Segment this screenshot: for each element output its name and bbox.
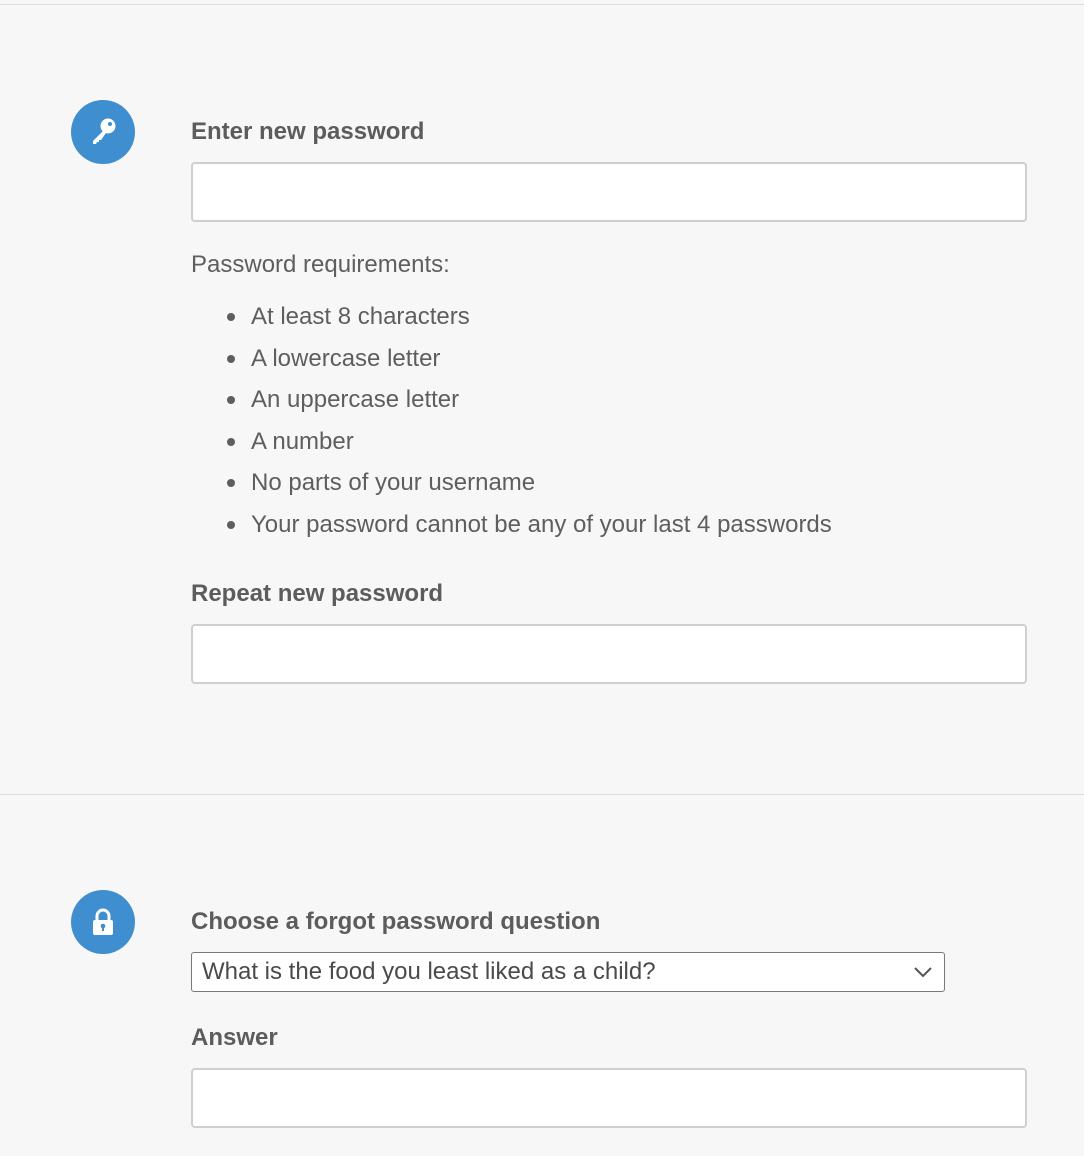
lock-icon <box>71 890 135 954</box>
bullet-icon <box>227 396 235 404</box>
requirement-text: Your password cannot be any of your last 4 passwords <box>251 510 832 538</box>
requirement-item <box>191 427 832 469</box>
requirement-text: At least 8 characters <box>251 303 470 330</box>
new-password-input[interactable] <box>191 162 1027 222</box>
bullet-icon <box>227 438 235 446</box>
requirement-item <box>191 302 832 344</box>
bullet-icon <box>227 521 235 529</box>
bullet-icon <box>227 313 235 321</box>
new-password-label: Enter new password <box>191 118 425 145</box>
repeat-password-input[interactable] <box>191 624 1027 684</box>
password-requirements-list <box>191 302 832 551</box>
requirement-text: No parts of your username <box>251 469 536 496</box>
requirement-text: An uppercase letter <box>251 386 460 413</box>
chevron-down-icon <box>912 961 934 983</box>
requirement-text: A number <box>251 427 354 455</box>
forgot-question-label: Choose a forgot password question <box>191 908 601 935</box>
section-divider <box>0 794 1084 795</box>
bullet-icon <box>227 479 235 487</box>
requirement-item <box>191 344 832 386</box>
password-requirements-heading: Password requirements: <box>191 251 450 278</box>
repeat-password-label: Repeat new password <box>191 580 444 607</box>
requirement-item <box>191 468 832 510</box>
requirement-text: A lowercase letter <box>251 344 441 372</box>
requirement-item <box>191 385 832 427</box>
key-icon <box>71 100 135 164</box>
answer-input[interactable] <box>191 1068 1027 1128</box>
answer-label: Answer <box>191 1024 278 1051</box>
bullet-icon <box>227 355 235 363</box>
top-divider <box>0 4 1084 5</box>
forgot-question-select[interactable] <box>191 952 945 992</box>
requirement-item <box>191 510 832 552</box>
forgot-question-value: What is the food you least liked as a child? <box>202 958 656 985</box>
